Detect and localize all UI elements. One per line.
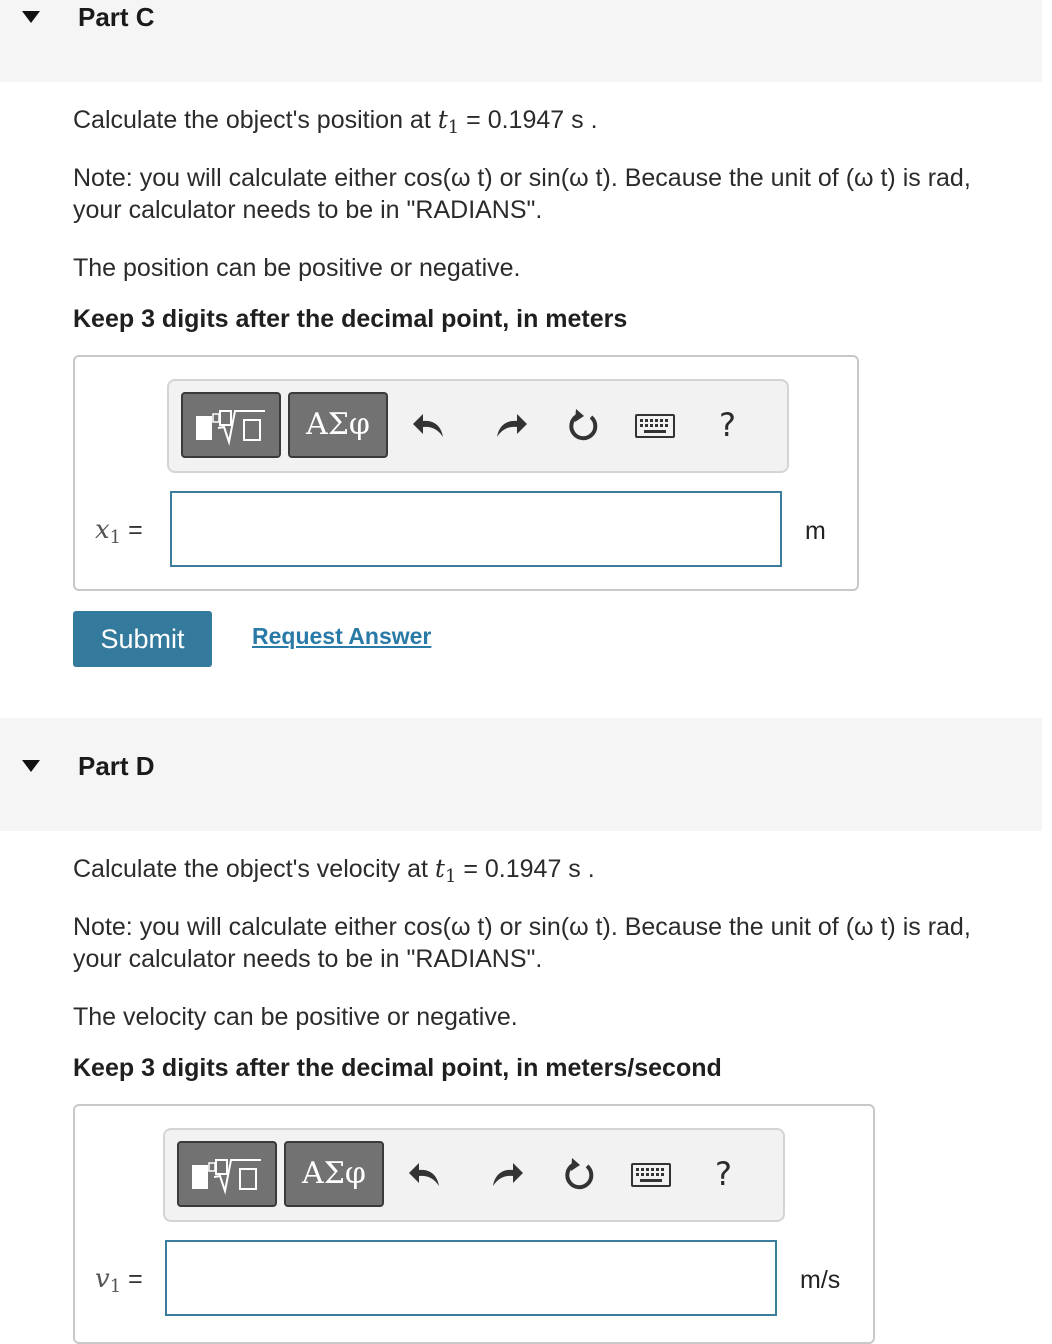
redo-icon[interactable]: [487, 403, 531, 447]
reset-icon[interactable]: [561, 403, 605, 447]
part-c-sign-note: The position can be positive or negative.: [73, 254, 521, 282]
part-c-title: Part C: [78, 2, 155, 32]
reset-icon[interactable]: [557, 1152, 601, 1196]
time-variable: $t_1$: [437, 105, 460, 138]
math-toolbar: [163, 1128, 785, 1222]
unit-label: m: [805, 517, 826, 545]
keyboard-icon[interactable]: [633, 403, 677, 447]
templates-icon: [183, 394, 279, 456]
undo-icon[interactable]: [409, 403, 453, 447]
greek-symbols-button[interactable]: ΑΣφ: [288, 392, 388, 458]
x1-label: x1 =: [95, 515, 143, 548]
undo-icon[interactable]: [405, 1152, 449, 1196]
help-button[interactable]: ?: [719, 406, 736, 444]
part-d-prompt: Calculate the object's velocity at $t_1 = 0.1947$ s .: [73, 854, 595, 887]
part-d-header[interactable]: [0, 718, 1042, 831]
collapse-caret-icon[interactable]: [22, 760, 40, 772]
part-d-note: Note: you will calculate either cos(ω t) or sin(ω t). Because the unit of (ω t) is rad, your calculator needs to be in "RADIANS".: [73, 913, 971, 973]
part-d-instruction: Keep 3 digits after the decimal point, in meters/second: [73, 1054, 722, 1082]
unit-label: m/s: [800, 1266, 841, 1294]
part-d-sign-note: The velocity can be positive or negative.: [73, 1003, 518, 1031]
keyboard-icon[interactable]: [629, 1152, 673, 1196]
greek-symbols-button[interactable]: ΑΣφ: [284, 1141, 384, 1207]
help-button[interactable]: ?: [715, 1155, 732, 1193]
templates-button[interactable]: [177, 1141, 277, 1207]
redo-icon[interactable]: [483, 1152, 527, 1196]
templates-button[interactable]: [181, 392, 281, 458]
part-c-instruction: Keep 3 digits after the decimal point, in meters: [73, 305, 628, 333]
templates-icon: [179, 1143, 275, 1205]
v1-label: v1 =: [95, 1264, 143, 1297]
part-d-answer-box: [73, 1104, 875, 1344]
part-c-prompt: Calculate the object's position at $t_1 = 0.1947$ s .: [73, 105, 598, 138]
math-toolbar: [167, 379, 789, 473]
part-c-header[interactable]: [0, 0, 1042, 82]
part-c-answer-box: [73, 355, 859, 591]
request-answer-link[interactable]: Request Answer: [252, 623, 432, 649]
collapse-caret-icon[interactable]: [22, 11, 40, 23]
part-c-note: Note: you will calculate either cos(ω t) or sin(ω t). Because the unit of (ω t) is rad, your calculator needs to be in "RADIANS".: [73, 164, 971, 224]
part-d-title: Part D: [78, 751, 155, 781]
v1-answer-input[interactable]: [165, 1240, 777, 1316]
x1-answer-input[interactable]: [170, 491, 782, 567]
submit-button[interactable]: Submit: [73, 611, 212, 667]
time-variable: $t_1$: [434, 854, 457, 887]
